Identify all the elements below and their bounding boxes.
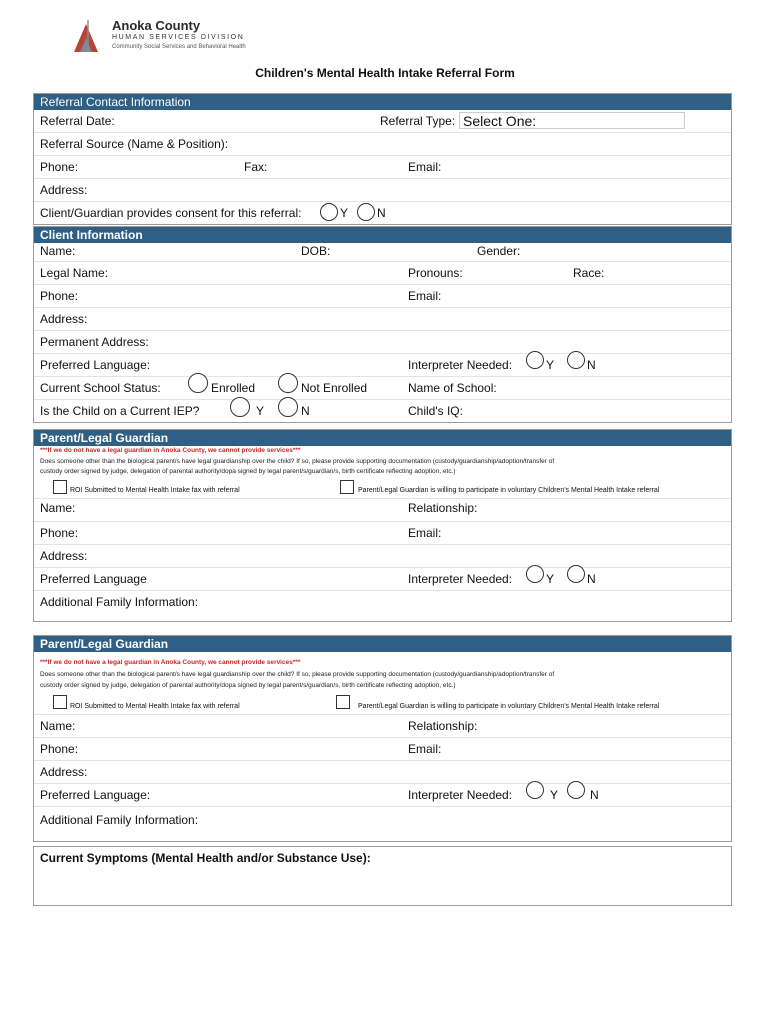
enrolled-radio[interactable] xyxy=(188,373,208,393)
guardian1-section xyxy=(33,429,732,622)
referral-date-label: Referral Date: xyxy=(40,114,115,128)
guardian1-warning: ***If we do not have a legal guardian in Anoka County, we cannot provide services*** xyxy=(40,447,301,454)
client-interpreter-no-label: N xyxy=(587,358,596,372)
guardian2-address-label: Address: xyxy=(40,765,88,779)
school-status-label: Current School Status: xyxy=(40,381,161,395)
guardian2-roi-label: ROI Submitted to Mental Health Intake fax with referral xyxy=(70,703,240,710)
guardian1-row-language xyxy=(34,568,731,591)
client-row-name xyxy=(34,243,731,262)
guardian2-warning: ***If we do not have a legal guardian in Anoka County, we cannot provide services*** xyxy=(40,659,301,666)
guardian1-willing-label: Parent/Legal Guardian is willing to participate in voluntary Children's Mental Health Intake referral xyxy=(358,487,660,494)
guardian1-row-address xyxy=(34,545,731,568)
guardian1-interpreter-yes-radio[interactable] xyxy=(526,565,544,583)
guardian2-willing-label: Parent/Legal Guardian is willing to participate in voluntary Children's Mental Health Intake referral xyxy=(358,703,660,710)
client-row-perm-address xyxy=(34,331,731,354)
guardian1-interpreter-no-label: N xyxy=(587,572,596,586)
referral-type-label: Referral Type: xyxy=(380,114,456,128)
referral-row-consent xyxy=(34,202,731,224)
guardian1-relationship-label: Relationship: xyxy=(408,501,478,515)
guardian2-row-name xyxy=(34,715,731,738)
symptoms-section xyxy=(33,846,732,906)
iq-label: Child's IQ: xyxy=(408,404,463,418)
guardian2-interpreter-no-radio[interactable] xyxy=(567,781,585,799)
guardian1-note-line1: Does someone other than the biological parent/s have legal guardianship over the child? If so, please provide supporting documentation (custody/guardianship/adoption/transfer of xyxy=(40,458,555,465)
guardian1-note-line2: custody order signed by judge, delegation of parental authority/dopa signed by legal parent/s/guardian/s, birth certificate reflecting adoption, etc.) xyxy=(40,468,456,475)
referral-source-label: Referral Source (Name & Position): xyxy=(40,137,229,151)
perm-address-label: Permanent Address: xyxy=(40,335,149,349)
guardian1-language-label: Preferred Language xyxy=(40,572,147,586)
client-name-label: Name: xyxy=(40,244,76,258)
logo-mark-icon xyxy=(68,20,102,54)
form-title: Children's Mental Health Intake Referral Form xyxy=(255,66,515,80)
race-label: Race: xyxy=(573,266,605,280)
guardian2-interpreter-label: Interpreter Needed: xyxy=(408,788,513,802)
symptoms-label: Current Symptoms (Mental Health and/or Substance Use): xyxy=(40,851,371,865)
guardian2-interpreter-yes-radio[interactable] xyxy=(526,781,544,799)
guardian2-row-address xyxy=(34,761,731,784)
legal-name-label: Legal Name: xyxy=(40,266,109,280)
referral-date-field[interactable] xyxy=(124,112,364,129)
consent-no-label: N xyxy=(377,206,386,220)
referral-fax-label: Fax: xyxy=(244,160,268,174)
guardian2-language-label: Preferred Language: xyxy=(40,788,151,802)
client-row-iep xyxy=(34,400,731,422)
not-enrolled-radio[interactable] xyxy=(278,373,298,393)
referral-email-label: Email: xyxy=(408,160,442,174)
guardian2-row-phone xyxy=(34,738,731,761)
guardian2-row-language xyxy=(34,784,731,807)
guardian1-email-label: Email: xyxy=(408,526,442,540)
referral-section xyxy=(33,93,732,225)
guardian2-roi-checkbox[interactable] xyxy=(53,695,67,709)
guardian2-section-title: Parent/Legal Guardian xyxy=(34,636,731,652)
client-section xyxy=(33,226,732,423)
guardian2-phone-label: Phone: xyxy=(40,742,79,756)
guardian1-roi-label: ROI Submitted to Mental Health Intake fax with referral xyxy=(70,487,240,494)
consent-yes-radio[interactable] xyxy=(320,203,338,221)
client-phone-label: Phone: xyxy=(40,289,79,303)
guardian2-willing-checkbox[interactable] xyxy=(336,695,350,709)
client-email-label: Email: xyxy=(408,289,442,303)
client-row-school xyxy=(34,377,731,400)
client-interpreter-yes-radio[interactable] xyxy=(526,351,544,369)
client-row-phone xyxy=(34,285,731,308)
guardian1-row-phone xyxy=(34,522,731,545)
client-section-title: Client Information xyxy=(34,227,731,243)
referral-address-label: Address: xyxy=(40,183,88,197)
tagline: Community Social Services and Behavioral Health xyxy=(112,44,246,50)
symptoms-field[interactable] xyxy=(40,869,724,901)
guardian1-notes xyxy=(34,446,731,499)
iep-label: Is the Child on a Current IEP? xyxy=(40,404,200,418)
referral-row-source xyxy=(34,133,731,156)
client-row-address xyxy=(34,308,731,331)
referral-section-title: Referral Contact Information xyxy=(34,94,731,110)
guardian2-interpreter-no-label: N xyxy=(590,788,599,802)
iep-yes-radio[interactable] xyxy=(230,397,250,417)
referral-type-select[interactable]: Select One: xyxy=(459,112,685,129)
client-gender-label: Gender: xyxy=(477,244,521,258)
guardian1-interpreter-label: Interpreter Needed: xyxy=(408,572,513,586)
guardian1-row-additional xyxy=(34,591,731,621)
pronouns-label: Pronouns: xyxy=(408,266,463,280)
client-address-label: Address: xyxy=(40,312,88,326)
guardian2-section xyxy=(33,635,732,842)
guardian2-interpreter-yes-label: Y xyxy=(550,788,559,802)
referral-source-field[interactable] xyxy=(249,135,719,152)
iep-yes-label: Y xyxy=(256,404,265,418)
client-row-legal xyxy=(34,262,731,285)
guardian1-willing-checkbox[interactable] xyxy=(340,480,354,494)
referral-phone-label: Phone: xyxy=(40,160,79,174)
iep-no-radio[interactable] xyxy=(278,397,298,417)
guardian1-interpreter-no-radio[interactable] xyxy=(567,565,585,583)
referral-row-phone xyxy=(34,156,731,179)
guardian1-additional-label: Additional Family Information: xyxy=(40,595,199,609)
org-name: Anoka County xyxy=(112,18,201,33)
client-interpreter-yes-label: Y xyxy=(546,358,555,372)
guardian1-interpreter-yes-label: Y xyxy=(546,572,555,586)
consent-no-radio[interactable] xyxy=(357,203,375,221)
client-interpreter-no-radio[interactable] xyxy=(567,351,585,369)
client-interpreter-label: Interpreter Needed: xyxy=(408,358,513,372)
guardian2-note-line1: Does someone other than the biological parent/s have legal guardianship over the child? If so, please provide supporting documentation (custody/guardianship/adoption/transfer of xyxy=(40,671,555,678)
client-language-label: Preferred Language: xyxy=(40,358,151,372)
guardian1-row-name xyxy=(34,499,731,522)
guardian2-email-label: Email: xyxy=(408,742,442,756)
consent-label: Client/Guardian provides consent for this referral: xyxy=(40,206,302,220)
guardian1-roi-checkbox[interactable] xyxy=(53,480,67,494)
guardian1-address-label: Address: xyxy=(40,549,88,563)
referral-row-address xyxy=(34,179,731,202)
guardian2-name-label: Name: xyxy=(40,719,76,733)
client-row-language xyxy=(34,354,731,377)
guardian2-relationship-label: Relationship: xyxy=(408,719,478,733)
guardian2-notes xyxy=(34,652,731,715)
guardian1-name-label: Name: xyxy=(40,501,76,515)
referral-row-date xyxy=(34,110,731,133)
guardian2-additional-label: Additional Family Information: xyxy=(40,813,199,827)
enrolled-label: Enrolled xyxy=(211,381,256,395)
county-logo xyxy=(68,18,268,58)
iep-no-label: N xyxy=(301,404,310,418)
consent-yes-label: Y xyxy=(340,206,349,220)
guardian2-row-additional xyxy=(34,807,731,841)
client-dob-label: DOB: xyxy=(301,244,331,258)
not-enrolled-label: Not Enrolled xyxy=(301,381,368,395)
guardian1-phone-label: Phone: xyxy=(40,526,79,540)
guardian1-section-title: Parent/Legal Guardian xyxy=(34,430,731,446)
school-name-label: Name of School: xyxy=(408,381,497,395)
guardian2-note-line2: custody order signed by judge, delegation of parental authority/dopa signed by legal parent/s/guardian/s, birth certificate reflecting adoption, etc.) xyxy=(40,682,456,689)
division-name: HUMAN SERVICES DIVISION xyxy=(112,34,245,41)
